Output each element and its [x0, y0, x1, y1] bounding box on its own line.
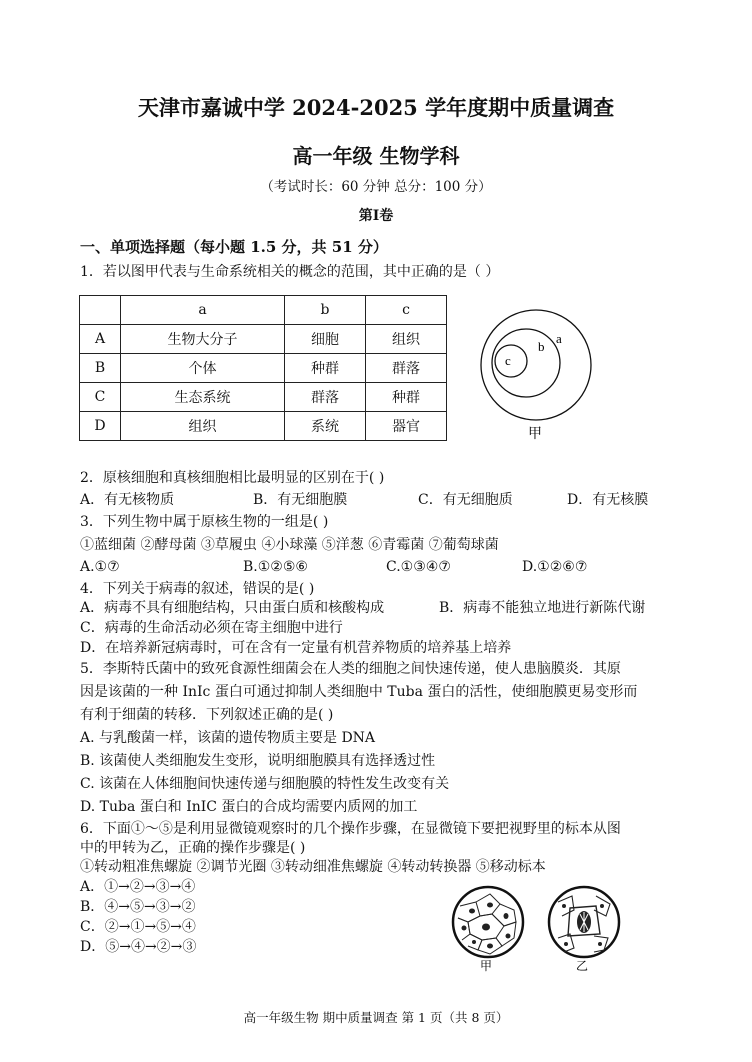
table-cell: 种群: [285, 354, 366, 383]
q6-option-b: B．④→⑤→③→②: [80, 899, 196, 915]
caption-yi: 乙: [576, 959, 589, 973]
table-header-cell: [80, 296, 121, 325]
q3-option-a: A.①⑦: [80, 559, 120, 575]
table-cell: 个体: [121, 354, 285, 383]
table-cell: 组织: [366, 325, 447, 354]
q2-option-b: B．有无细胞膜: [253, 492, 348, 508]
table-cell: C: [80, 383, 121, 412]
circle-b: [492, 329, 560, 397]
circle-c: [495, 345, 527, 377]
q3-option-c: C.①③④⑦: [386, 559, 451, 575]
section-heading: 一、单项选择题（每小题 1.5 分，共 51 分）: [80, 238, 388, 256]
q3-option-d: D.①②⑥⑦: [522, 559, 588, 575]
q6-option-a: A．①→②→③→④: [80, 879, 196, 895]
q5-option-c: C. 该菌在人体细胞间快速传递与细胞膜的特性发生改变有关: [80, 776, 450, 792]
q4-option-c: C．病毒的生命活动必须在寄主细胞中进行: [80, 620, 343, 636]
table-row: [80, 354, 447, 383]
q5-option-d: D. Tuba 蛋白和 InIC 蛋白的合成均需要内质网的加工: [80, 799, 418, 815]
table-cell: 细胞: [285, 325, 366, 354]
table-cell: A: [80, 325, 121, 354]
table-cell: 群落: [366, 354, 447, 383]
caption-jia: 甲: [480, 959, 493, 973]
circle-a: [481, 310, 591, 420]
q1-stem: 1．若以图甲代表与生命系统相关的概念的范围，其中正确的是（ ）: [80, 264, 500, 280]
q3-stem: 3．下列生物中属于原核生物的一组是( ): [80, 514, 329, 530]
q2-stem: 2．原核细胞和真核细胞相比最明显的区别在于( ): [80, 470, 385, 486]
table-cell: 器官: [366, 412, 447, 441]
volume-label: 第Ⅰ卷: [358, 208, 394, 224]
table-cell: 组织: [121, 412, 285, 441]
page-footer: 高一年级生物 期中质量调查 第 1 页（共 8 页）: [243, 1010, 509, 1025]
q4-option-b: B．病毒不能独立地进行新陈代谢: [439, 600, 646, 616]
q2-option-d: D．有无核膜: [567, 492, 649, 508]
q5-stem-line: 因是该菌的一种 InIc 蛋白可通过抑制人类细胞中 Tuba 蛋白的活性，使细胞膜更易变形而: [80, 684, 638, 700]
q6-stem-line: 中的甲转为乙，正确的操作步骤是( ): [80, 840, 306, 856]
page-subtitle: 高一年级 生物学科: [292, 144, 460, 168]
table-cell: 种群: [366, 383, 447, 412]
table-row: [80, 325, 447, 354]
q2-option-a: A．有无核物质: [80, 492, 175, 508]
q6-option-d: D．⑤→④→②→③: [80, 939, 197, 955]
table-cell: 生态系统: [121, 383, 285, 412]
table-header-cell: b: [285, 296, 366, 325]
field-jia: [453, 887, 523, 957]
table-header-row: [80, 296, 447, 325]
table-cell: 生物大分子: [121, 325, 285, 354]
figure-caption: 甲: [528, 426, 542, 442]
q5-stem-line: 5．李斯特氏菌中的致死食源性细菌会在人类的细胞之间快速传递，使人患脑膜炎．其原: [80, 661, 621, 677]
q1-table: [79, 295, 447, 441]
q3-items: ①蓝细菌 ②酵母菌 ③草履虫 ④小球藻 ⑤洋葱 ⑥青霉菌 ⑦葡萄球菌: [80, 537, 499, 553]
q5-option-b: B. 该菌使人类细胞发生变形，说明细胞膜具有选择透过性: [80, 753, 436, 769]
table-row: [80, 412, 447, 441]
q6-option-c: C．②→①→⑤→④: [80, 919, 196, 935]
q5-option-a: A. 与乳酸菌一样，该菌的遗传物质主要是 DNA: [80, 730, 376, 746]
label-c: c: [505, 353, 511, 368]
q2-option-c: C．有无细胞质: [418, 492, 513, 508]
page-title: 天津市嘉诚中学 2024-2025 学年度期中质量调查: [137, 95, 615, 120]
table-header-cell: a: [121, 296, 285, 325]
field-yi: [549, 887, 619, 957]
q3-option-b: B.①②⑤⑥: [243, 559, 308, 575]
exam-info: （考试时长：60 分钟 总分：100 分）: [260, 179, 492, 195]
table-header-cell: c: [366, 296, 447, 325]
q5-stem-line: 有利于细菌的转移．下列叙述正确的是( ): [80, 707, 334, 723]
table-cell: 系统: [285, 412, 366, 441]
q1-concept-figure: [478, 303, 598, 453]
q4-stem: 4．下列关于病毒的叙述，错误的是( ): [80, 581, 315, 597]
q6-steps: ①转动粗准焦螺旋 ②调节光圈 ③转动细准焦螺旋 ④转动转换器 ⑤移动标本: [80, 859, 546, 875]
label-a: a: [556, 331, 562, 346]
q4-option-a: A．病毒不具有细胞结构，只由蛋白质和核酸构成: [80, 600, 385, 616]
table-cell: D: [80, 412, 121, 441]
q4-option-d: D．在培养新冠病毒时，可在含有一定量有机营养物质的培养基上培养: [80, 640, 512, 656]
table-row: [80, 383, 447, 412]
q6-stem-line: 6．下面①～⑤是利用显微镜观察时的几个操作步骤，在显微镜下要把视野里的标本从图: [80, 821, 621, 837]
table-cell: 群落: [285, 383, 366, 412]
label-b: b: [538, 339, 545, 354]
q6-microscope-figure: [446, 882, 626, 974]
table-cell: B: [80, 354, 121, 383]
